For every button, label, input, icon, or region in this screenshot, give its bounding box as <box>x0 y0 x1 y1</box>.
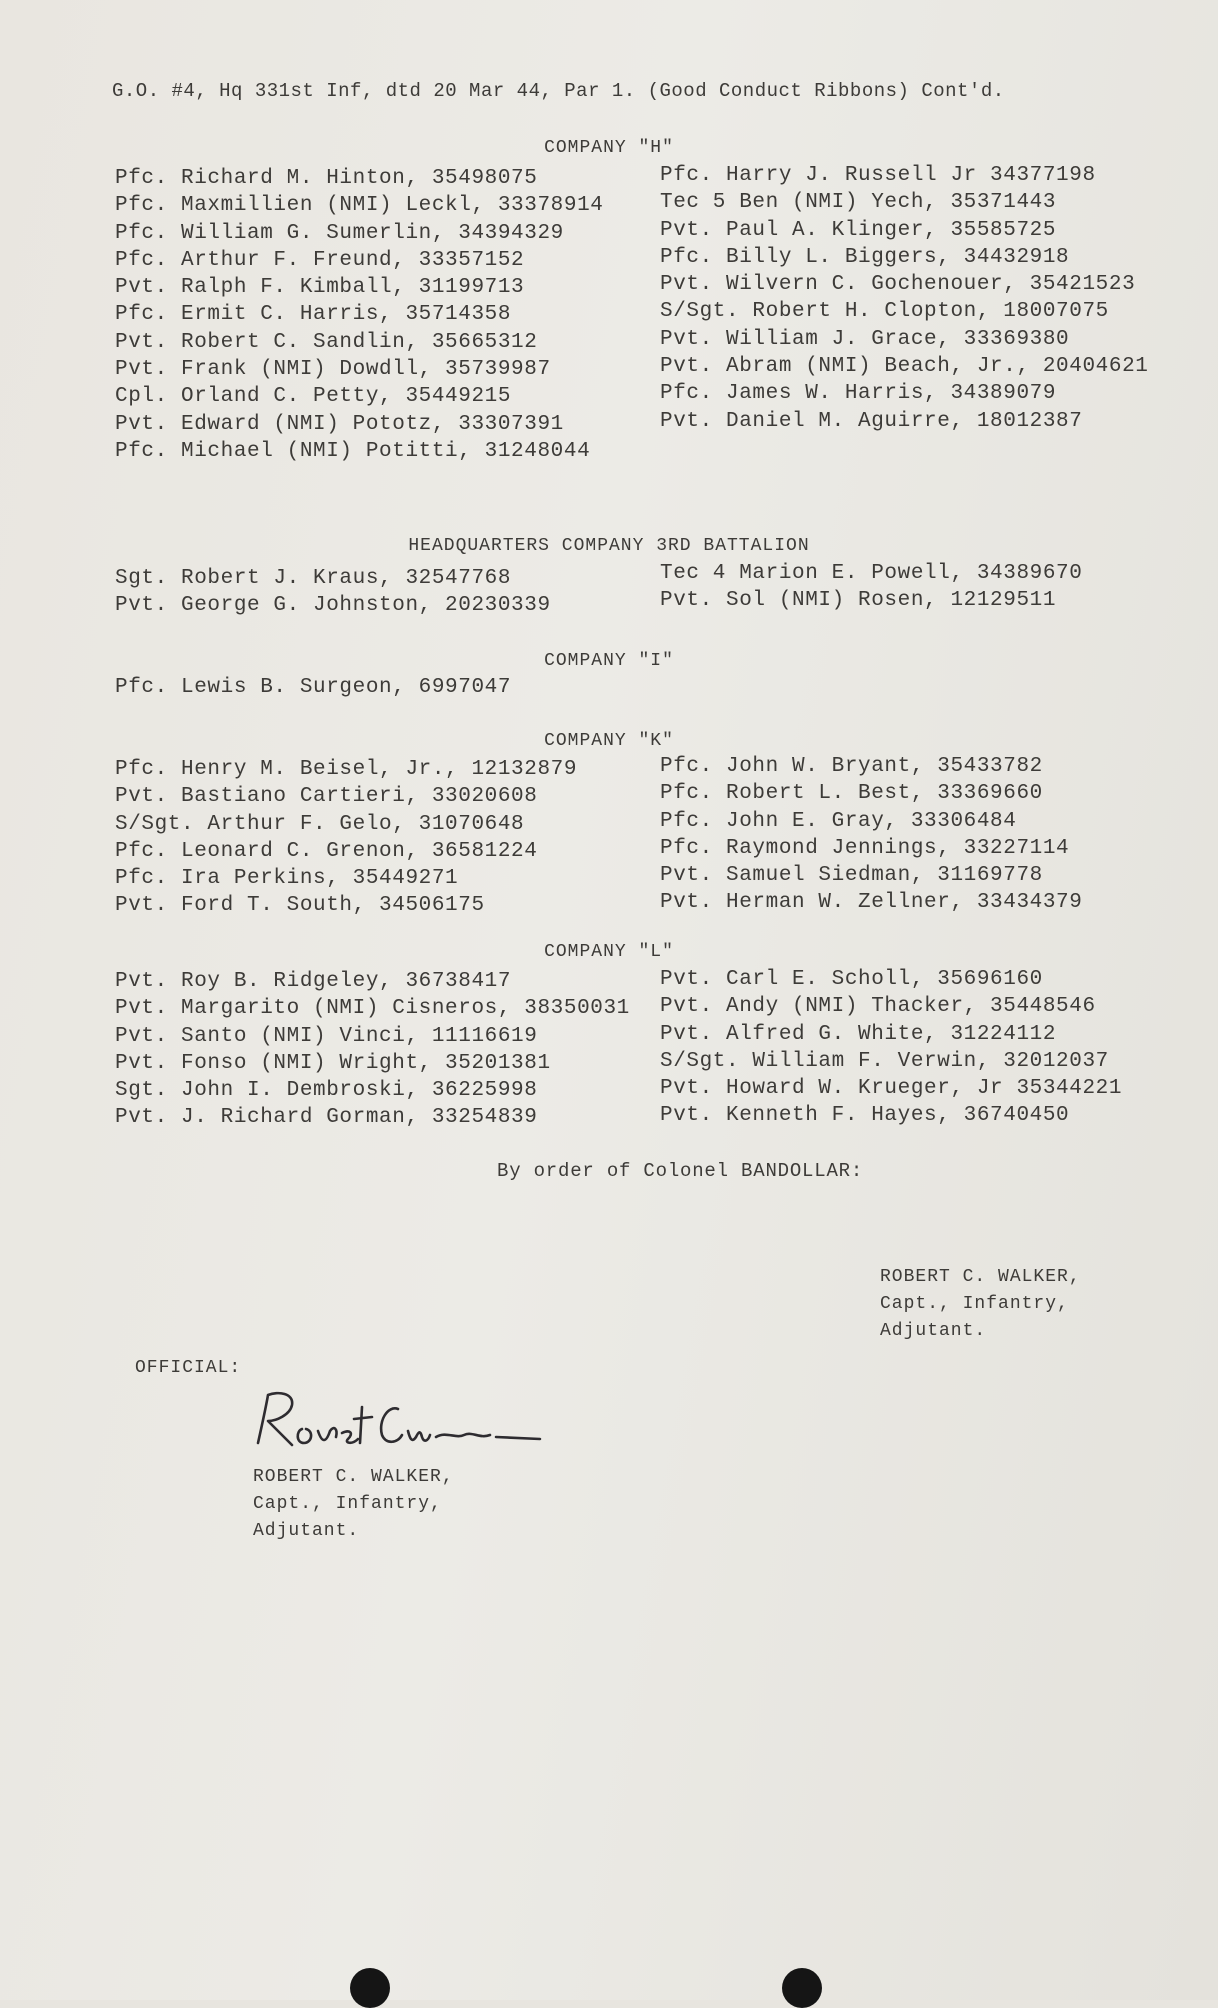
roster-entry: Pfc. Arthur F. Freund, 33357152 <box>115 248 525 272</box>
roster-entry: Pvt. Daniel M. Aguirre, 18012387 <box>660 409 1083 433</box>
roster-entry: Pfc. Richard M. Hinton, 35498075 <box>115 167 538 190</box>
roster-left-company-k <box>115 756 577 920</box>
roster-entry: Pfc. John W. Bryant, 35433782 <box>660 755 1043 778</box>
roster-entry: Pvt. Frank (NMI) Dowdll, 35739987 <box>115 358 551 382</box>
roster-entry: Pfc. Maxmillien (NMI) Leckl, 33378914 <box>115 194 604 218</box>
roster-entry: S/Sgt. Robert H. Clopton, 18007075 <box>660 300 1109 324</box>
roster-entry: Pfc. Lewis B. Surgeon, 6997047 <box>115 676 512 699</box>
roster-entry: Tec 4 Marion E. Powell, 34389670 <box>660 562 1083 585</box>
document-header: G.O. #4, Hq 331st Inf, dtd 20 Mar 44, Par 1. (Good Conduct Ribbons) Cont'd. <box>112 80 1005 102</box>
punch-hole <box>350 1968 390 2008</box>
section-title-company-l: COMPANY "L" <box>544 942 674 962</box>
roster-entry: Pvt. Margarito (NMI) Cisneros, 38350031 <box>115 997 630 1021</box>
roster-entry: Pvt. J. Richard Gorman, 33254839 <box>115 1106 538 1130</box>
roster-entry: Pfc. Henry M. Beisel, Jr., 12132879 <box>115 758 578 781</box>
roster-entry: Pfc. William G. Sumerlin, 34394329 <box>115 221 564 245</box>
official-signer-name: ROBERT C. WALKER, <box>253 1467 454 1487</box>
roster-right-company-k <box>660 753 1082 917</box>
roster-entry: Pvt. Samuel Siedman, 31169778 <box>660 864 1043 888</box>
roster-entry: Pfc. Leonard C. Grenon, 36581224 <box>115 839 538 863</box>
roster-entry: Pvt. William J. Grace, 33369380 <box>660 327 1070 351</box>
roster-entry: Pvt. Edward (NMI) Pototz, 33307391 <box>115 412 564 436</box>
official-label: OFFICIAL: <box>135 1358 242 1378</box>
roster-entry: Pvt. Kenneth F. Hayes, 36740450 <box>660 1104 1070 1128</box>
roster-entry: Pfc. Billy L. Biggers, 34432918 <box>660 245 1070 269</box>
roster-entry: Pvt. Abram (NMI) Beach, Jr., 20404621 <box>660 355 1149 379</box>
roster-entry: Pfc. Harry J. Russell Jr 34377198 <box>660 164 1096 187</box>
roster-right-hq-3rd-battalion <box>660 560 1082 615</box>
roster-entry: Pfc. John E. Gray, 33306484 <box>660 809 1017 833</box>
roster-entry: Pvt. Herman W. Zellner, 33434379 <box>660 891 1083 915</box>
signer-rank: Capt., Infantry, <box>880 1294 1069 1314</box>
roster-entry: Pvt. Andy (NMI) Thacker, 35448546 <box>660 995 1096 1019</box>
official-signer-rank: Capt., Infantry, <box>253 1494 442 1514</box>
roster-entry: Pvt. Wilvern C. Gochenouer, 35421523 <box>660 273 1136 297</box>
roster-entry: Sgt. John I. Dembroski, 36225998 <box>115 1079 538 1103</box>
roster-entry: Pvt. Santo (NMI) Vinci, 11116619 <box>115 1024 538 1048</box>
roster-entry: Cpl. Orland C. Petty, 35449215 <box>115 385 512 409</box>
roster-left-company-h <box>115 165 603 465</box>
roster-entry: Pvt. Howard W. Krueger, Jr 35344221 <box>660 1077 1123 1101</box>
roster-entry: Sgt. Robert J. Kraus, 32547768 <box>115 567 512 590</box>
section-title-company-h: COMPANY "H" <box>544 138 674 158</box>
roster-entry: Pvt. Paul A. Klinger, 35585725 <box>660 218 1057 242</box>
roster-entry: Tec 5 Ben (NMI) Yech, 35371443 <box>660 191 1057 215</box>
roster-entry: Pvt. Ralph F. Kimball, 31199713 <box>115 276 525 300</box>
roster-entry: Pfc. Robert L. Best, 33369660 <box>660 782 1043 806</box>
punch-hole <box>782 1968 822 2008</box>
roster-entry: Pvt. Roy B. Ridgeley, 36738417 <box>115 970 512 993</box>
handwritten-signature <box>250 1385 580 1460</box>
roster-entry: S/Sgt. William F. Verwin, 32012037 <box>660 1049 1109 1073</box>
roster-entry: Pfc. Ermit C. Harris, 35714358 <box>115 303 512 327</box>
signer-name: ROBERT C. WALKER, <box>880 1267 1081 1287</box>
roster-entry: Pfc. Michael (NMI) Potitti, 31248044 <box>115 439 591 463</box>
roster-entry: Pfc. James W. Harris, 34389079 <box>660 382 1057 406</box>
roster-left-company-l <box>115 968 630 1132</box>
roster-entry: Pvt. George G. Johnston, 20230339 <box>115 594 551 618</box>
roster-right-company-l <box>660 966 1122 1130</box>
roster-left-hq-3rd-battalion <box>115 565 551 620</box>
signer-block <box>880 1264 1081 1345</box>
roster-entry: Pvt. Ford T. South, 34506175 <box>115 894 485 918</box>
roster-right-company-h <box>660 162 1148 435</box>
official-signer-title: Adjutant. <box>253 1521 360 1541</box>
section-title-company-k: COMPANY "K" <box>544 731 674 751</box>
roster-entry: Pvt. Alfred G. White, 31224112 <box>660 1022 1057 1046</box>
roster-entry: Pvt. Robert C. Sandlin, 35665312 <box>115 330 538 354</box>
signer-title: Adjutant. <box>880 1321 987 1341</box>
roster-left-company-i <box>115 674 511 701</box>
roster-entry: S/Sgt. Arthur F. Gelo, 31070648 <box>115 812 525 836</box>
order-line: By order of Colonel BANDOLLAR: <box>497 1160 864 1182</box>
roster-entry: Pvt. Carl E. Scholl, 35696160 <box>660 968 1043 991</box>
section-title-company-i: COMPANY "I" <box>544 651 674 671</box>
roster-entry: Pvt. Sol (NMI) Rosen, 12129511 <box>660 589 1057 613</box>
official-signer-block <box>253 1464 454 1545</box>
roster-entry: Pvt. Bastiano Cartieri, 33020608 <box>115 785 538 809</box>
roster-entry: Pfc. Ira Perkins, 35449271 <box>115 867 459 891</box>
roster-entry: Pfc. Raymond Jennings, 33227114 <box>660 836 1070 860</box>
roster-entry: Pvt. Fonso (NMI) Wright, 35201381 <box>115 1051 551 1075</box>
section-title-hq-3rd-battalion: HEADQUARTERS COMPANY 3RD BATTALION <box>408 536 810 556</box>
